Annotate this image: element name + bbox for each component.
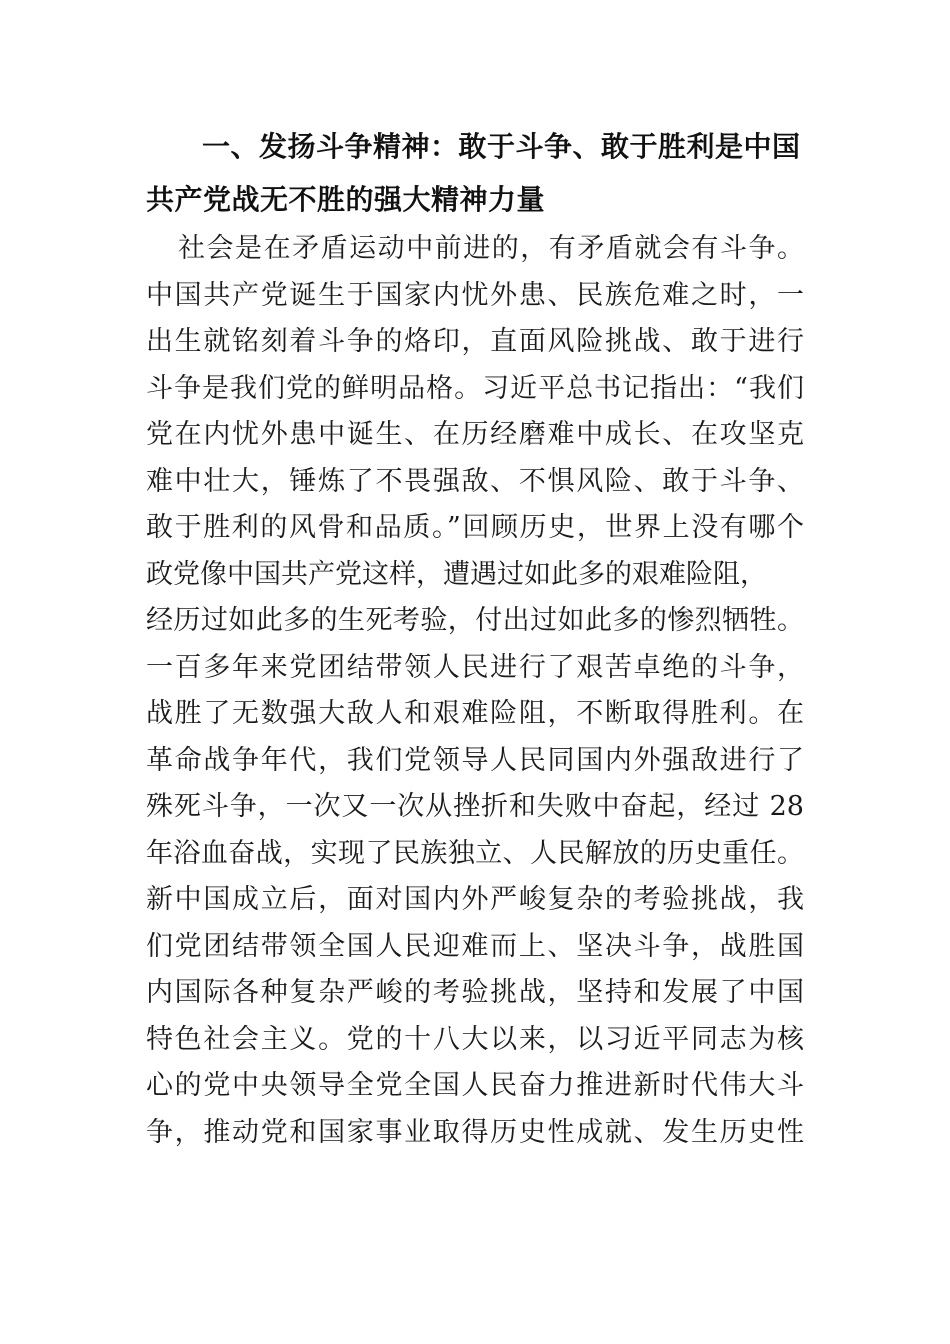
- body-line: 难中壮大，锤炼了不畏强敌、不惧风险、敢于斗争、: [146, 465, 804, 497]
- body-line: 殊死斗争，一次又一次从挫折和失败中奋起，经过 28: [146, 791, 804, 822]
- body-line: 出生就铭刻着斗争的烙印，直面风险挑战、敢于进行: [146, 326, 804, 357]
- body-paragraph: [146, 226, 804, 1156]
- body-line: 战胜了无数强大敌人和艰难险阻，不断取得胜利。在: [146, 698, 804, 729]
- body-line: 新中国成立后，面对国内外严峻复杂的考验挑战，我: [146, 884, 804, 915]
- body-line: 们党团结带领全国人民迎难而上、坚决斗争，战胜国: [146, 930, 804, 962]
- body-line: 特色社会主义。党的十八大以来，以习近平同志为核: [146, 1023, 804, 1055]
- section-heading: 一、发扬斗争精神：敢于斗争、敢于胜利是中国共产党战无不胜的强大精神力量: [146, 130, 801, 216]
- body-line: 社会是在矛盾运动中前进的，有矛盾就会有斗争。: [178, 233, 804, 264]
- body-line: 年浴血奋战，实现了民族独立、人民解放的历史重任。: [146, 837, 804, 869]
- body-line: 敢于胜利的风骨和品质。”回顾历史，世界上没有哪个: [146, 512, 804, 543]
- body-line: 党在内忧外患中诞生、在历经磨难中成长、在攻坚克: [146, 419, 804, 450]
- body-line: 一百多年来党团结带领人民进行了艰苦卓绝的斗争，: [146, 651, 804, 683]
- body-line: 斗争是我们党的鲜明品格。习近平总书记指出：“我们: [146, 372, 804, 404]
- body-line: 政党像中国共产党这样，遭遇过如此多的艰难险阻，: [146, 558, 767, 590]
- body-line: 心的党中央领导全党全国人民奋力推进新时代伟大斗: [146, 1070, 804, 1101]
- body-line: 革命战争年代，我们党领导人民同国内外强敌进行了: [146, 744, 804, 776]
- body-line: 中国共产党诞生于国家内忧外患、民族危难之时，一: [146, 279, 804, 311]
- body-line: 内国际各种复杂严峻的考验挑战，坚持和发展了中国: [146, 977, 804, 1008]
- body-line: 经历过如此多的生死考验，付出过如此多的惨烈牺牲。: [146, 605, 804, 636]
- body-line: 争，推动党和国家事业取得历史性成就、发生历史性: [146, 1116, 804, 1148]
